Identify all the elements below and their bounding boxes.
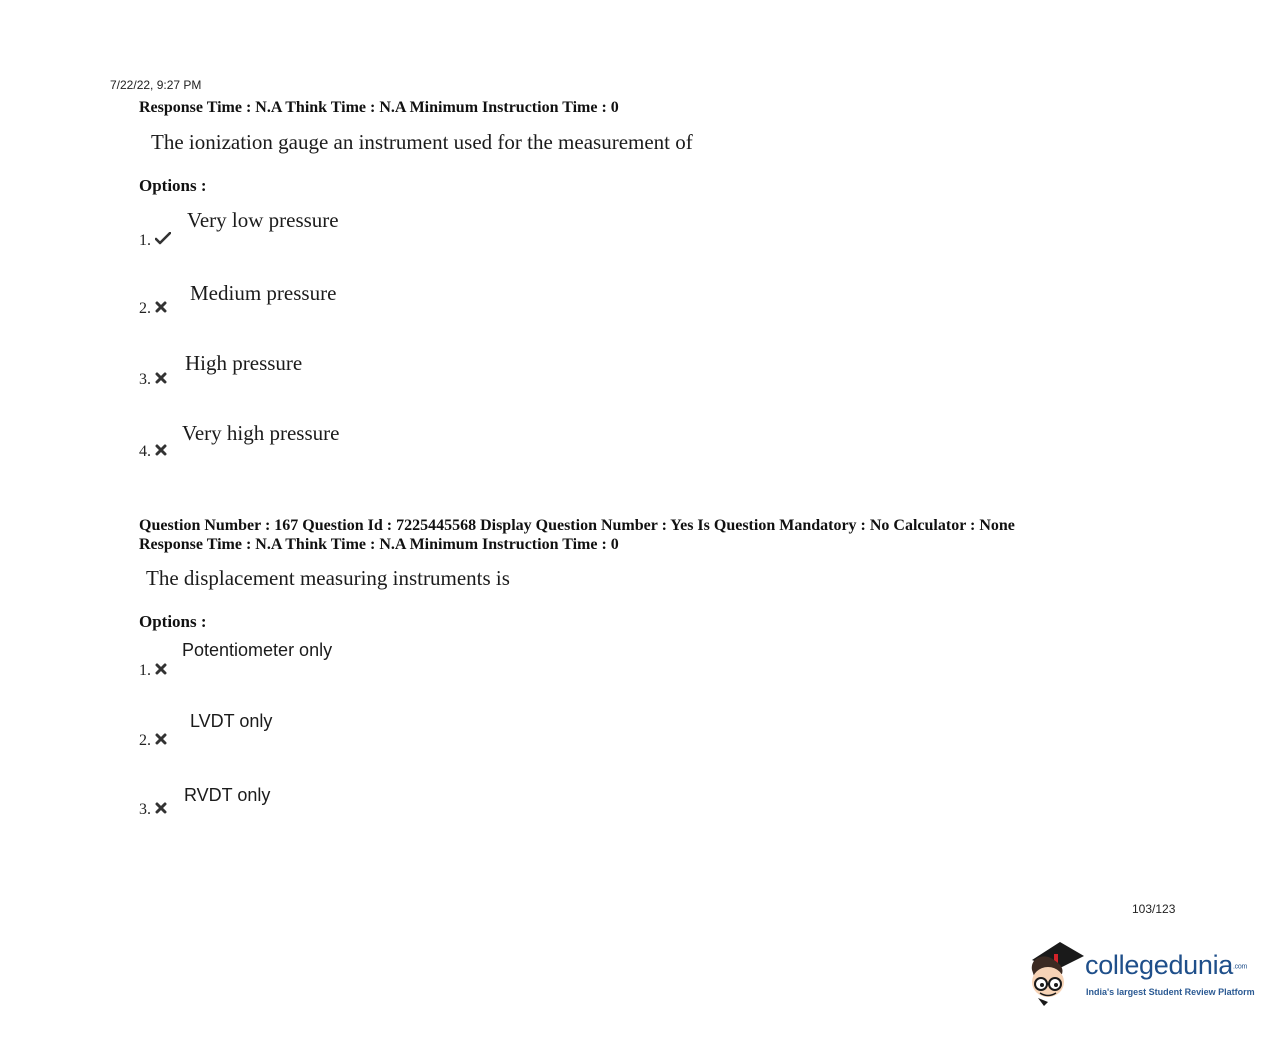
q2-option-2	[139, 732, 167, 750]
brand-suffix: .com	[1233, 963, 1248, 971]
q1-meta: Response Time : N.A Think Time : N.A Minimum Instruction Time : 0	[139, 99, 619, 116]
q1-option-3-text: High pressure	[185, 351, 303, 375]
q2-option-1	[139, 662, 167, 680]
q2-option-2-text: LVDT only	[190, 711, 273, 731]
q2-option-3-text: RVDT only	[184, 785, 271, 805]
cross-icon	[155, 300, 167, 318]
q1-option-4-text: Very high pressure	[182, 421, 340, 445]
q2-option-1-text: Potentiometer only	[182, 640, 333, 660]
check-icon	[155, 232, 171, 251]
q1-options-label: Options :	[139, 176, 207, 195]
option-number: 2.	[139, 732, 151, 749]
option-number: 2.	[139, 300, 151, 317]
q2-option-3	[139, 801, 167, 819]
q1-option-3	[139, 371, 167, 389]
q2-meta-timing: Response Time : N.A Think Time : N.A Minimum Instruction Time : 0	[139, 536, 619, 553]
option-number: 3.	[139, 371, 151, 388]
brand-name	[1085, 950, 1247, 981]
q1-option-2-text: Medium pressure	[190, 281, 337, 305]
cross-icon	[155, 801, 167, 819]
q1-question-text: The ionization gauge an instrument used for the measurement of	[151, 130, 693, 154]
mascot-icon	[1024, 940, 1086, 1012]
option-number: 1.	[139, 662, 151, 679]
q1-option-4	[139, 443, 167, 461]
cross-icon	[155, 443, 167, 461]
q2-question-text: The displacement measuring instruments is	[146, 566, 510, 590]
q2-options-label: Options :	[139, 612, 207, 631]
cross-icon	[155, 732, 167, 750]
option-number: 4.	[139, 443, 151, 460]
q1-option-2	[139, 300, 167, 318]
brand-wordmark: collegedunia	[1085, 950, 1234, 980]
cross-icon	[155, 662, 167, 680]
option-number: 3.	[139, 801, 151, 818]
q1-option-1	[139, 232, 171, 251]
print-timestamp: 7/22/22, 9:27 PM	[110, 78, 202, 92]
cross-icon	[155, 371, 167, 389]
q2-meta-question-info: Question Number : 167 Question Id : 7225445568 Display Question Number : Yes Is Question Mandatory : No Calculator : None	[139, 517, 1015, 534]
q1-option-1-text: Very low pressure	[187, 208, 339, 232]
page-number: 103/123	[1132, 902, 1176, 916]
option-number: 1.	[139, 232, 151, 250]
brand-tagline: India's largest Student Review Platform	[1086, 987, 1255, 997]
